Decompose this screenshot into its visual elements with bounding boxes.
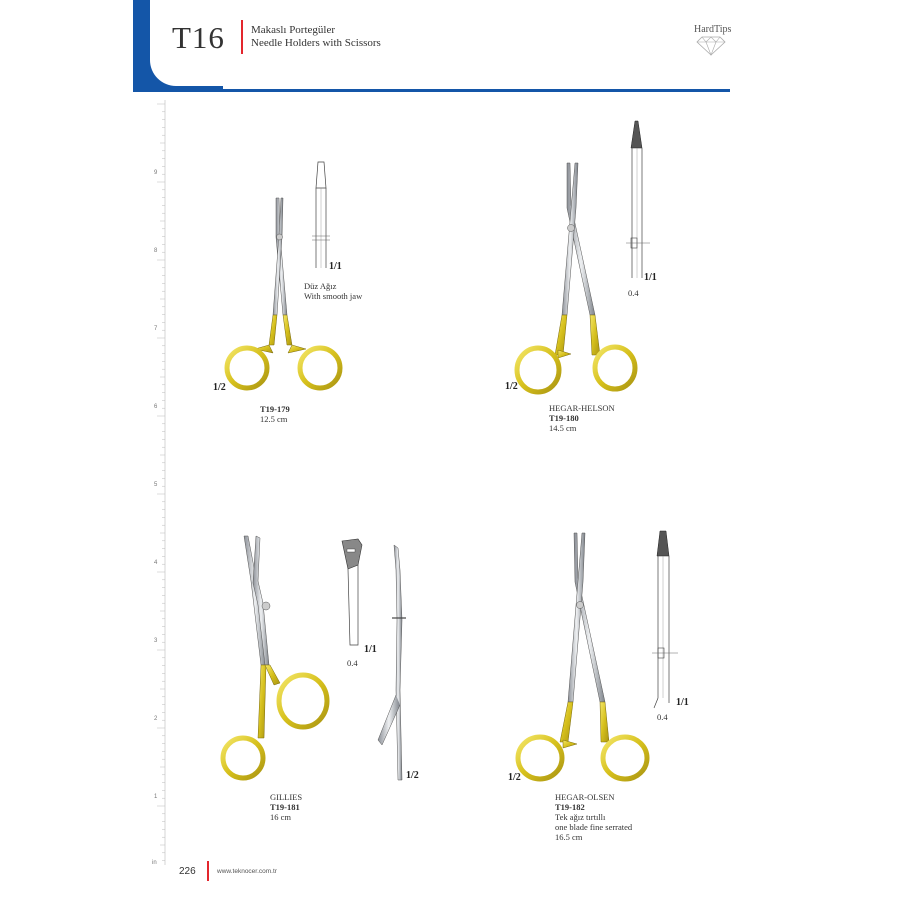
header-card	[150, 0, 730, 86]
header-divider	[145, 89, 730, 92]
detail-measure: 0.4	[628, 288, 639, 298]
product-size: 16.5 cm	[555, 832, 583, 842]
title-divider	[241, 20, 243, 54]
product-caption	[549, 403, 615, 433]
ruler-label: 9	[154, 170, 158, 176]
product-caption	[260, 404, 290, 424]
detail-scale-label: 1/1	[329, 261, 342, 272]
ruler-label: 4	[154, 560, 158, 566]
section-code: T16	[172, 20, 225, 55]
product-code: T19-180	[549, 413, 579, 423]
jaw-detail-illustration	[650, 528, 680, 713]
product-code: T19-182	[555, 802, 585, 812]
ruler-label: 3	[154, 638, 158, 644]
product-size: 16 cm	[270, 812, 292, 822]
brand-name: HardTips	[694, 24, 732, 35]
ruler-label: 7	[154, 326, 158, 332]
section-title-en: Needle Holders with Scissors	[251, 37, 381, 49]
page-number: 226	[179, 866, 196, 877]
product-caption	[555, 792, 632, 842]
detail-scale-label: 1/1	[644, 272, 657, 283]
product-code: T19-179	[260, 404, 290, 414]
section-title	[251, 24, 381, 50]
side-view-illustration	[372, 540, 412, 785]
ruler-label: 8	[154, 248, 158, 254]
footer-divider	[207, 861, 209, 881]
side-scale-label: 1/2	[406, 770, 419, 781]
product-size: 12.5 cm	[260, 414, 288, 424]
detail-note	[304, 281, 362, 301]
detail-note-tr: Düz Ağız	[304, 281, 337, 291]
website-link[interactable]: www.teknocer.com.tr	[217, 868, 277, 875]
ruler-unit: in	[152, 860, 157, 865]
product-caption	[270, 792, 302, 822]
detail-measure: 0.4	[347, 658, 358, 668]
product-desc-en: one blade fine serrated	[555, 822, 633, 832]
needle-holder-illustration	[505, 530, 655, 785]
product-name: GILLIES	[270, 792, 303, 802]
jaw-detail-illustration	[310, 158, 332, 273]
detail-measure: 0.4	[657, 712, 668, 722]
ruler-label: 2	[154, 716, 158, 722]
needle-holder-illustration	[218, 533, 333, 783]
jaw-detail-illustration	[624, 118, 652, 283]
ruler-label: 1	[154, 794, 158, 800]
diamond-logo-icon	[696, 36, 726, 56]
jaw-detail-illustration	[338, 535, 366, 660]
section-title-tr: Makaslı Portegüler	[251, 24, 336, 36]
product-name: HEGAR-OLSEN	[555, 792, 615, 802]
product-code: T19-181	[270, 802, 300, 812]
product-name: HEGAR-HELSON	[549, 403, 615, 413]
ruler-label: 6	[154, 404, 158, 410]
measurement-ruler	[148, 100, 168, 865]
detail-note-en: With smooth jaw	[304, 291, 363, 301]
ruler-label: 5	[154, 482, 158, 488]
product-size: 14.5 cm	[549, 423, 577, 433]
product-desc-tr: Tek ağız tırtıllı	[555, 812, 606, 822]
main-scale-label: 1/2	[213, 382, 226, 393]
detail-scale-label: 1/1	[364, 644, 377, 655]
main-scale-label: 1/2	[508, 772, 521, 783]
main-scale-label: 1/2	[505, 381, 518, 392]
detail-scale-label: 1/1	[676, 697, 689, 708]
